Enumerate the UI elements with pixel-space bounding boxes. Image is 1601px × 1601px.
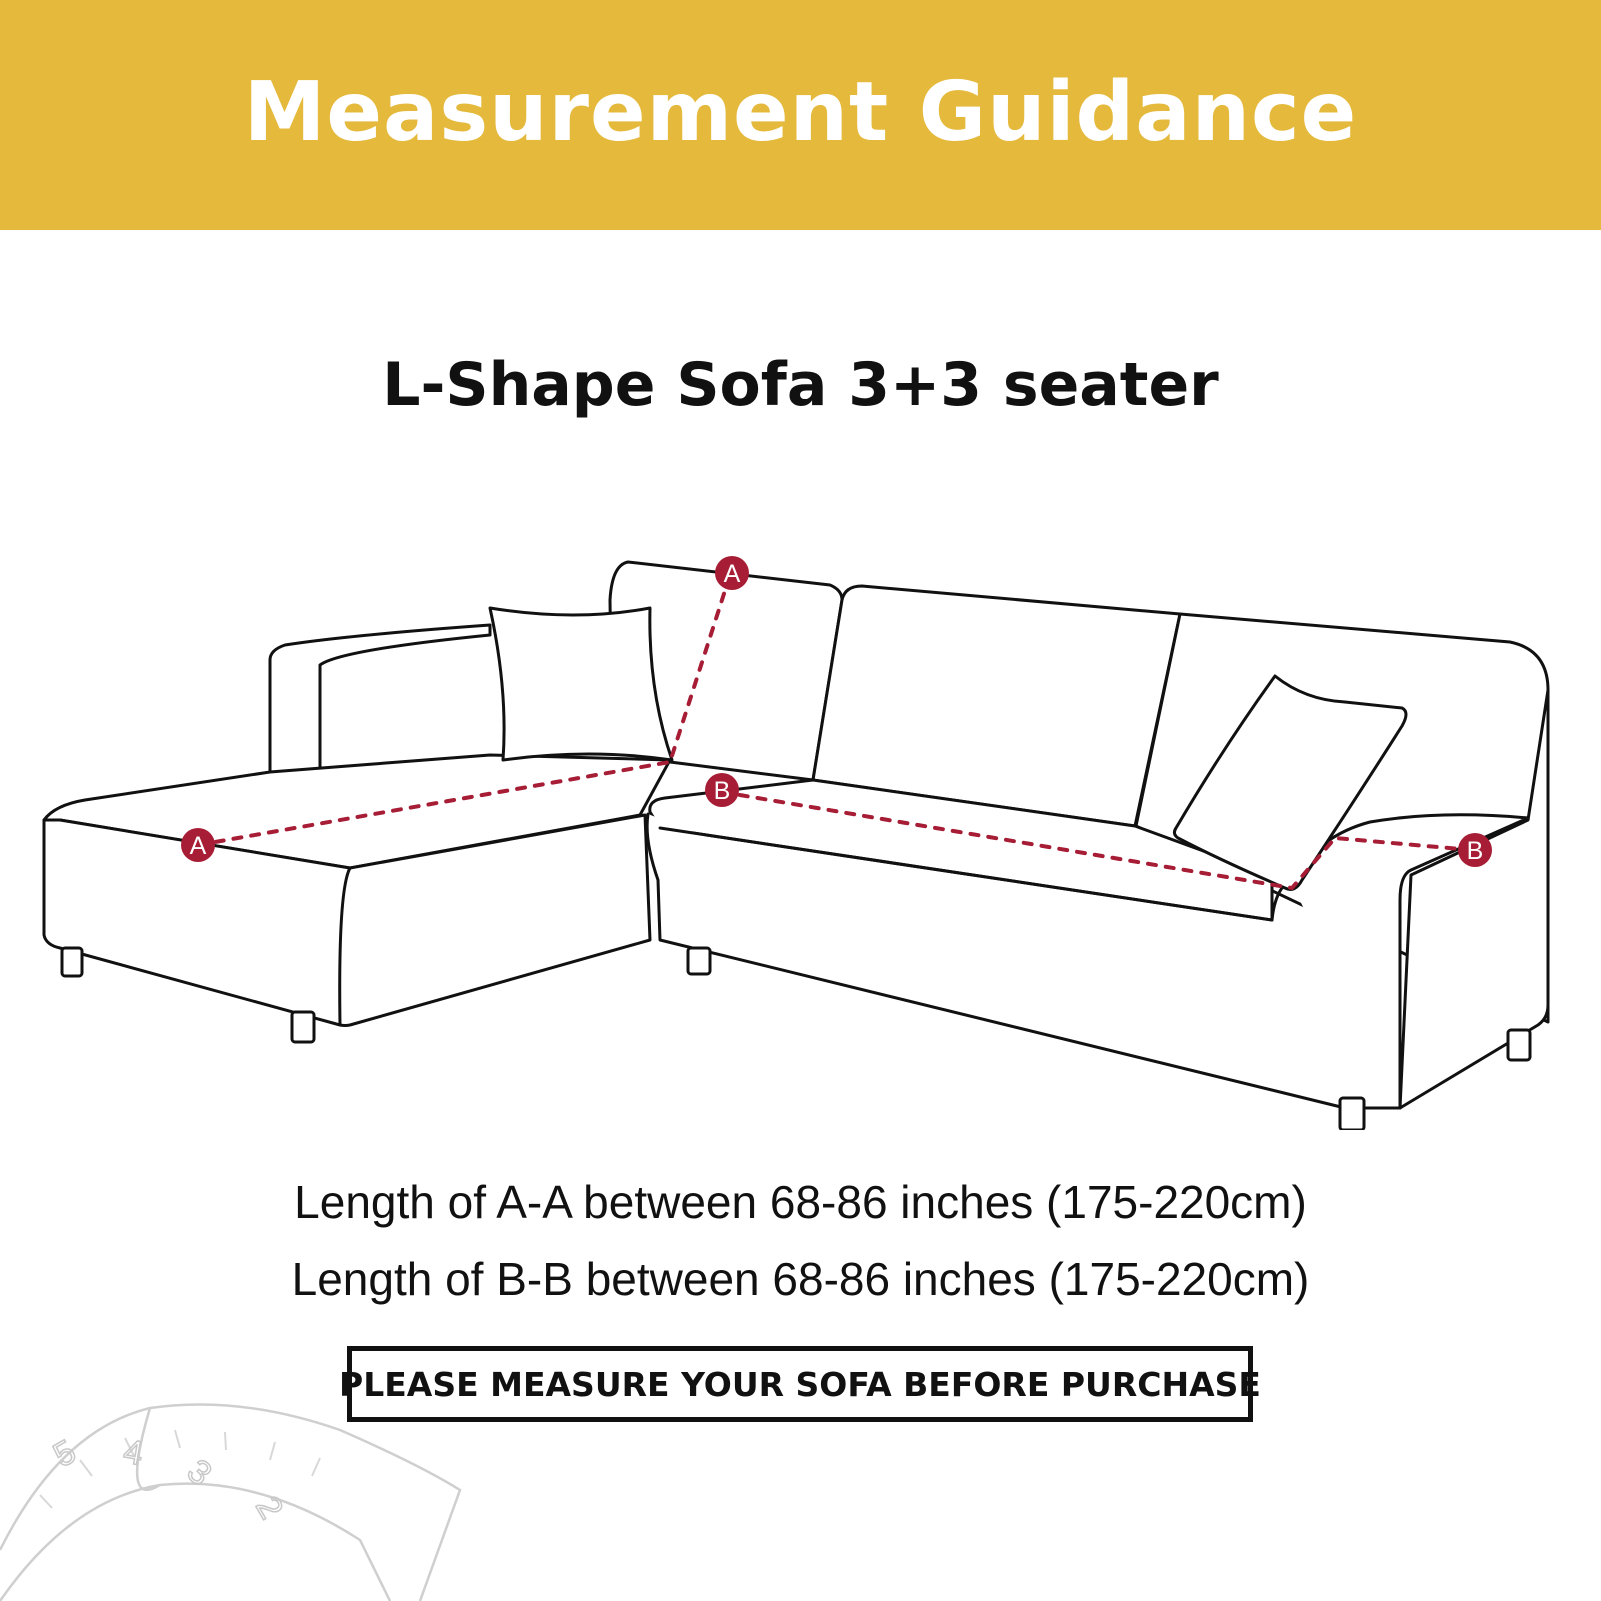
- marker-b-left-label: B: [713, 777, 731, 805]
- marker-b-right-label: B: [1466, 837, 1484, 865]
- pillow-left: [490, 608, 672, 760]
- tape-number-3: 3: [179, 1452, 219, 1494]
- purchase-notice-box: [339, 1346, 1261, 1422]
- header-title: Measurement Guidance: [243, 64, 1358, 160]
- main-leg-front: [1340, 1098, 1364, 1130]
- chaise-leg-front: [62, 948, 82, 976]
- sofa-type-title: L-Shape Sofa 3+3 seater: [382, 350, 1219, 420]
- marker-b-left: [705, 773, 739, 807]
- tape-body: [0, 1404, 460, 1601]
- marker-a-left: [181, 828, 215, 862]
- marker-b-right: [1458, 833, 1492, 867]
- tape-number-2: 2: [248, 1490, 291, 1526]
- measurement-b-b: Length of B-B between 68-86 inches (175-220cm): [291, 1253, 1310, 1305]
- main-leg-right: [1508, 1030, 1530, 1060]
- main-leg-left: [688, 948, 710, 974]
- tape-number-5: 5: [47, 1432, 83, 1475]
- chaise-leg-corner: [292, 1012, 314, 1042]
- marker-a-top: [715, 556, 749, 590]
- marker-a-top-label: A: [723, 560, 741, 588]
- purchase-notice-text: PLEASE MEASURE YOUR SOFA BEFORE PURCHASE: [339, 1364, 1261, 1404]
- marker-a-left-label: A: [189, 832, 207, 860]
- measuring-tape-illustration: [0, 1390, 470, 1601]
- tape-number-4: 4: [120, 1432, 146, 1474]
- measurement-a-a: Length of A-A between 68-86 inches (175-220cm): [294, 1176, 1307, 1228]
